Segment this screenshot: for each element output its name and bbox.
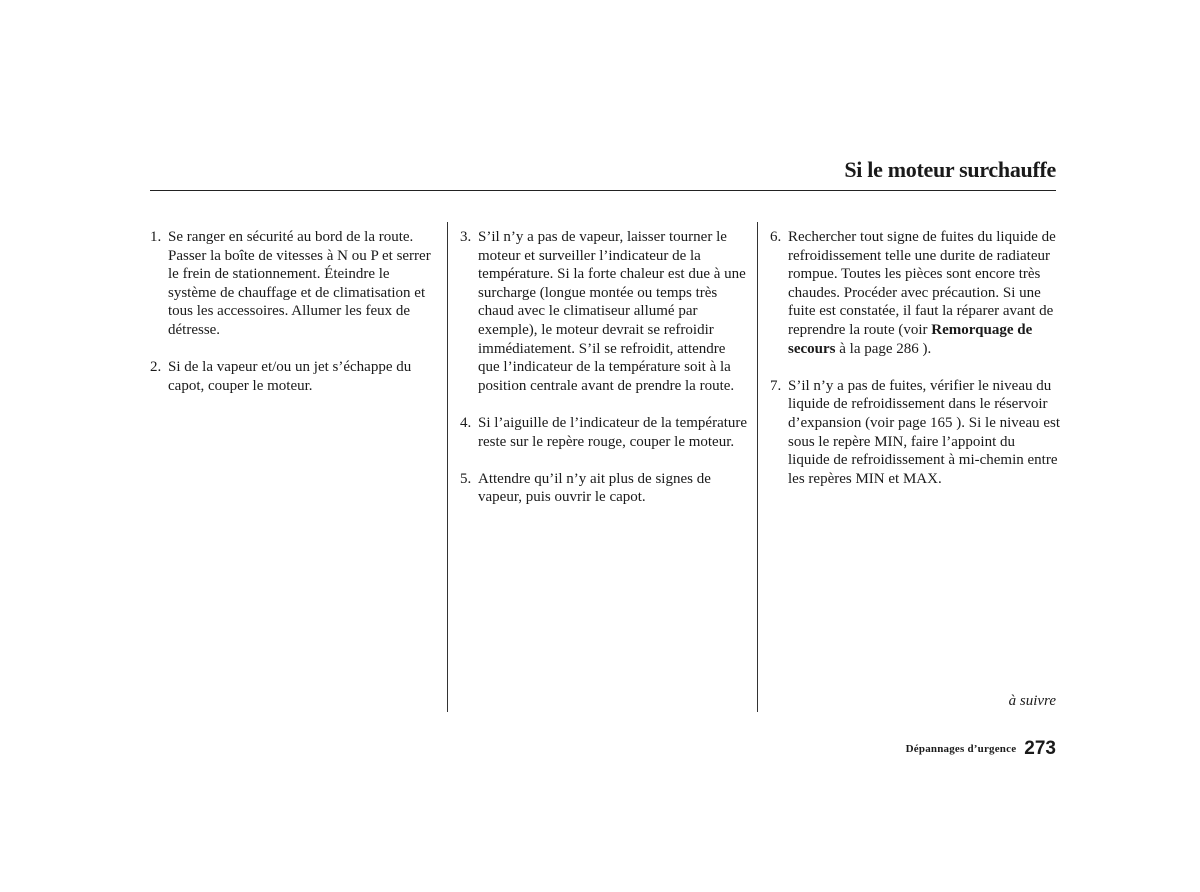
section-name: Dépannages d’urgence: [905, 743, 1017, 755]
step-number: 4.: [460, 414, 472, 431]
step-text-before: Rechercher tout signe de fuites du liquide de refroidissement telle une durite de radiateur rompue. Toutes les pièces sont encore très chaudes. Procéder avec précaution. Si une fuite est constatée, il faut la réparer avant de reprendre la route (voir: [788, 229, 1056, 338]
step-7: [770, 377, 1060, 489]
step-text: Si l’aiguille de l’indicateur de la température reste sur le repère rouge, couper le moteur.: [478, 414, 748, 450]
column-divider: [757, 222, 758, 712]
page-number: 273: [1024, 738, 1056, 759]
step-1: [150, 228, 435, 340]
step-text: Si de la vapeur et/ou un jet s’échappe du capot, couper le moteur.: [168, 359, 412, 394]
step-5: [460, 470, 750, 507]
step-text: S’il n’y a pas de vapeur, laisser tourner le moteur et surveiller l’indicateur de la température. Si la forte chaleur est due à une surcharge (longue montée ou temps très chaud avec le climatiseur allumé par exemple), le moteur devrait se refroidir immédiatement. S’il se refroidit, attendre que l’indicateur de la température soit à la position centrale avant de prendre la route.: [478, 229, 746, 394]
step-number: 2.: [150, 359, 162, 376]
column-3: [770, 228, 1060, 507]
column-1: [150, 228, 435, 414]
step-6: [770, 228, 1060, 358]
cross-reference-link[interactable]: Remorquage de secours: [788, 321, 1033, 357]
step-4: [460, 414, 750, 451]
step-2: [150, 358, 435, 395]
page-title: Si le moteur surchauffe: [844, 157, 1056, 182]
step-3: [460, 228, 750, 395]
column-divider: [447, 222, 448, 712]
step-text-after: à la page 286 ).: [835, 340, 932, 357]
step-text: Se ranger en sécurité au bord de la route. Passer la boîte de vitesses à N ou P et serrer le frein de stationnement. Éteindre le système de chauffage et de climatisation et tous les accessoires. Allumer les feux de détresse.: [168, 229, 431, 338]
page-footer: [906, 738, 1056, 760]
step-number: 6.: [770, 229, 782, 245]
step-text: S’il n’y a pas de fuites, vérifier le niveau du liquide de refroidissement dans le réservoir d’expansion (voir page 165 ). Si le niveau est sous le repère MIN, faire l’appoint du liquide de refroidissement à mi-chemin entre les repères MIN et MAX.: [788, 377, 1061, 487]
title-rule: [150, 190, 1056, 191]
column-2: [460, 228, 750, 526]
continued-label: à suivre: [1008, 693, 1056, 709]
step-number: 3.: [460, 229, 472, 245]
step-number: 1.: [150, 229, 162, 245]
step-number: 7.: [770, 377, 782, 394]
step-text: Attendre qu’il n’y ait plus de signes de vapeur, puis ouvrir le capot.: [478, 470, 711, 506]
step-number: 5.: [460, 470, 472, 487]
step-text: [788, 228, 1060, 358]
